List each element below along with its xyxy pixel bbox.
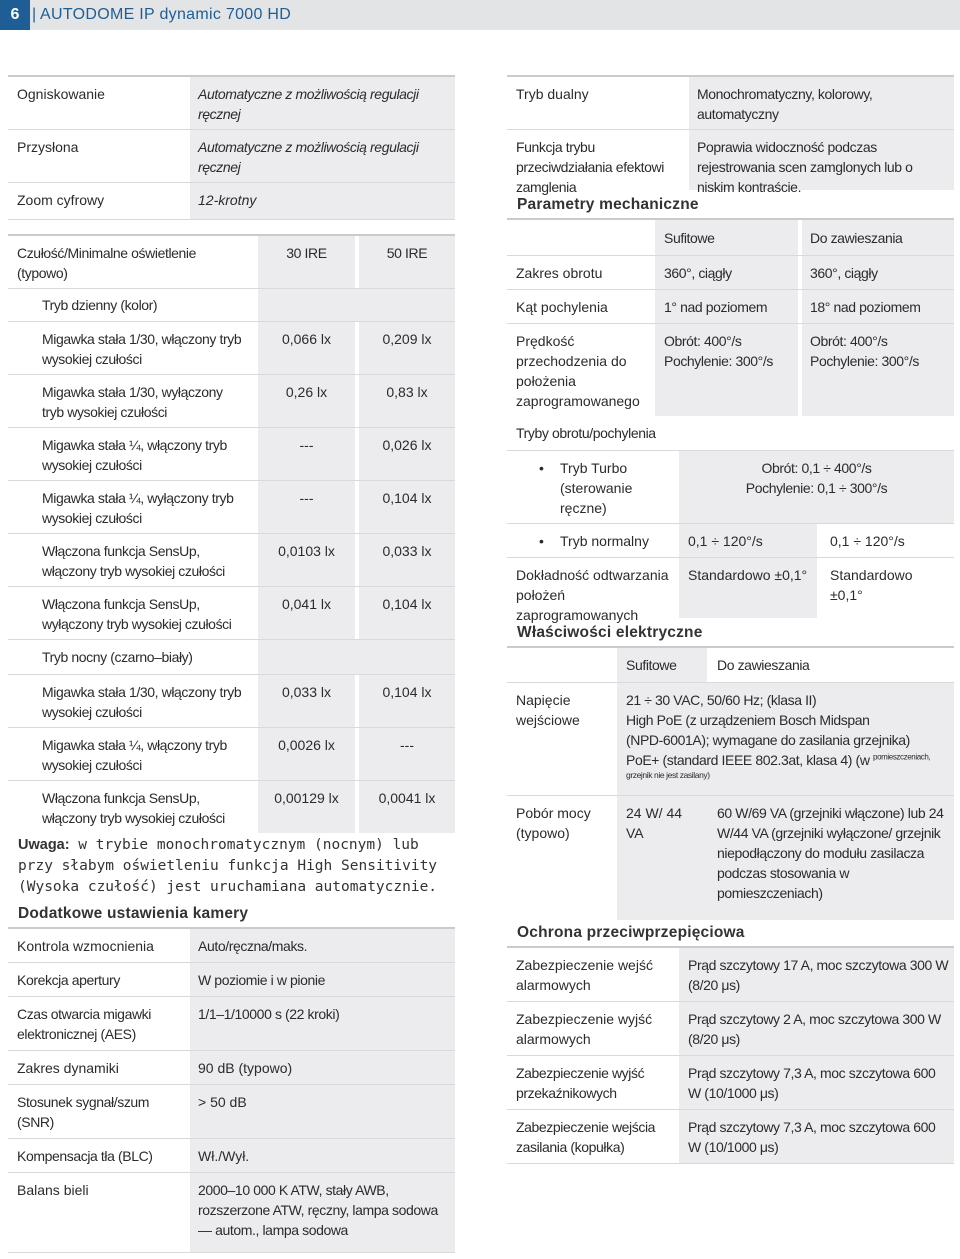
column-header-ceiling: Sufitowe xyxy=(664,230,715,246)
spec-value: 12-krotny xyxy=(198,192,257,208)
spec-label: Przysłona xyxy=(17,139,79,155)
turbo-pan-value: Obrót: 0,1 ÷ 400°/s xyxy=(761,460,872,476)
camera-settings-title: Dodatkowe ustawienia kamery xyxy=(8,901,455,929)
spec-row xyxy=(507,1002,954,1056)
value-30-ire: 0,041 lx xyxy=(281,596,332,612)
table-row xyxy=(8,781,455,833)
document-title: AUTODOME IP dynamic 7000 HD xyxy=(40,6,292,23)
row-label: Migawka stała 1/30, włączony tryb wysokiej czułości xyxy=(42,684,242,720)
spec-row xyxy=(8,75,455,130)
spec-value: Prąd szczytowy 17 A, moc szczytowa 300 W (8/20 μs) xyxy=(688,957,949,993)
spec-value: Automatyczne z możliwością regulacji ręcznej xyxy=(198,139,419,175)
spec-label: Funkcja trybu przeciwdziałania efektowi zamglenia xyxy=(516,139,664,195)
spec-label: Zabezpieczenie wejść alarmowych xyxy=(516,957,653,993)
row-label: Włączona funkcja SensUp, włączony tryb wysokiej czułości xyxy=(42,790,225,826)
spec-row xyxy=(507,1110,954,1164)
value-30-ire: 0,0103 lx xyxy=(278,543,335,559)
value-50-ire: 0,83 lx xyxy=(386,384,428,400)
table-row xyxy=(507,324,954,416)
spec-label: Kontrola wzmocnienia xyxy=(17,938,154,954)
table-row xyxy=(8,534,455,587)
spec-row xyxy=(8,963,455,997)
row-label: Prędkość przechodzenia do położenia zaprogramowanego xyxy=(516,333,640,409)
spec-label: Balans bieli xyxy=(17,1182,89,1198)
voltage-label: Napięcie wejściowe xyxy=(516,692,580,728)
value-50-ire: 0,104 lx xyxy=(382,684,432,700)
sensitivity-label: Czułość/Minimalne oświetlenie (typowo) xyxy=(17,245,197,281)
spec-row xyxy=(507,948,954,1002)
sensitivity-header-row xyxy=(8,234,455,289)
value-50-ire: --- xyxy=(400,737,414,753)
column-header-50-ire: 50 IRE xyxy=(386,245,428,261)
table-row xyxy=(8,481,455,534)
value-30-ire: 0,26 lx xyxy=(285,384,328,400)
spec-row xyxy=(507,1056,954,1110)
table-row xyxy=(8,587,455,640)
spec-row xyxy=(8,183,455,220)
table-row xyxy=(507,416,954,451)
column-header-pendant: Do zawieszania xyxy=(810,230,903,246)
turbo-tilt-value: Pochylenie: 0,1 ÷ 300°/s xyxy=(745,480,888,496)
subsection-row xyxy=(8,289,455,322)
spec-label: Zakres dynamiki xyxy=(17,1060,119,1076)
value-ceiling: 1° nad poziomem xyxy=(664,299,768,315)
spec-row xyxy=(8,130,455,183)
right-column xyxy=(507,75,954,1164)
value-30-ire: 0,00129 lx xyxy=(274,790,339,806)
left-column xyxy=(8,75,455,1253)
bullet-icon: • xyxy=(539,533,544,549)
row-label: Zakres obrotu xyxy=(516,265,603,281)
value-50-ire: 0,104 lx xyxy=(382,490,432,506)
voltage-line: PoE+ (standard IEEE 802.3at, klasa 4) (w xyxy=(626,752,870,768)
spec-row xyxy=(8,1051,455,1085)
table-row xyxy=(8,428,455,481)
table-row xyxy=(8,675,455,728)
spec-label: Zoom cyfrowy xyxy=(17,192,105,208)
column-header-ceiling: Sufitowe xyxy=(626,657,677,673)
spec-value: Monochromatyczny, kolorowy, automatyczny xyxy=(697,86,873,122)
day-mode-title: Tryb dzienny (kolor) xyxy=(42,297,158,313)
spec-label: Zabezpieczenie wyjść alarmowych xyxy=(516,1011,653,1047)
value-50-ire: 0,033 lx xyxy=(382,543,432,559)
electrical-title: Właściwości elektryczne xyxy=(507,620,954,648)
accuracy-value-pendant: Standardowo ±0,1° xyxy=(830,567,913,603)
spec-value: Prąd szczytowy 7,3 A, moc szczytowa 600 W (10/1000 μs) xyxy=(688,1065,936,1101)
page-number: 6 xyxy=(0,0,30,30)
note-text: w trybie monochromatycznym (nocnym) lub przy słabym oświetleniu funkcja High Sensitivity (Wysoka czułość) jest uruchamiana automatycznie. xyxy=(18,837,438,895)
pan-tilt-modes-label: Tryby obrotu/pochylenia xyxy=(516,425,656,441)
day-mode-rows xyxy=(8,322,455,640)
normal-mode-label: Tryb normalny xyxy=(560,533,649,549)
voltage-footnote: grzejnik nie jest zasilany) xyxy=(626,770,710,780)
spec-row xyxy=(8,1139,455,1173)
mechanical-title: Parametry mechaniczne xyxy=(507,192,954,220)
header-separator: | xyxy=(32,6,37,23)
value-30-ire: 0,066 lx xyxy=(281,331,332,347)
spec-value: 2000–10 000 K ATW, stały AWB, rozszerzone ATW, ręczny, lampa sodowa — autom., lampa sodowa xyxy=(198,1182,438,1238)
spec-label: Stosunek sygnał/szum (SNR) xyxy=(17,1094,150,1130)
value-30-ire: --- xyxy=(299,437,314,453)
table-row xyxy=(8,375,455,428)
spec-value: W poziomie i w pionie xyxy=(198,972,325,988)
spec-label: Kompensacja tła (BLC) xyxy=(17,1148,153,1164)
row-label: Migawka stała ¼, włączony tryb wysokiej czułości xyxy=(42,737,227,773)
value-pendant: 18° nad poziomem xyxy=(810,299,921,315)
power-label: Pobór mocy (typowo) xyxy=(516,805,591,841)
turbo-mode-label: Tryb Turbo (sterowanie ręczne) xyxy=(560,460,633,516)
value-50-ire: 0,209 lx xyxy=(382,331,432,347)
row-label: Migawka stała 1/30, wyłączony tryb wysokiej czułości xyxy=(42,384,223,420)
spec-label: Korekcja apertury xyxy=(17,972,120,988)
voltage-line: High PoE (z urządzeniem Bosch Midspan xyxy=(626,712,870,728)
bullet-icon: • xyxy=(539,460,544,476)
voltage-sup: pomieszczeniach, xyxy=(873,752,931,762)
spec-value: 1/1–1/10000 s (22 kroki) xyxy=(198,1006,340,1022)
spec-label: Ogniskowanie xyxy=(17,86,105,102)
normal-value-ceiling: 0,1 ÷ 120°/s xyxy=(688,533,763,549)
spec-label: Zabezpieczenie wyjść przekaźnikowych xyxy=(516,1065,645,1101)
row-label: Migawka stała ¼, wyłączony tryb wysokiej czułości xyxy=(42,490,234,526)
power-value-pendant: 60 W/69 VA (grzejniki włączone) lub 24 W/44 VA (grzejniki wyłączone/ grzejnik niepodłączony do modułu zasilacza podczas stosowania w pomieszczeniach) xyxy=(717,805,944,901)
table-row xyxy=(507,256,954,290)
spec-label: Czas otwarcia migawki elektronicznej (AES) xyxy=(17,1006,151,1042)
table-row xyxy=(8,728,455,781)
column-header-30-ire: 30 IRE xyxy=(286,245,327,261)
value-30-ire: 0,0026 lx xyxy=(278,737,335,753)
value-50-ire: 0,104 lx xyxy=(382,596,432,612)
page-header xyxy=(0,0,960,30)
spec-label: Tryb dualny xyxy=(516,86,589,102)
table-header-row xyxy=(507,648,954,683)
spec-value: Prąd szczytowy 2 A, moc szczytowa 300 W (8/20 μs) xyxy=(688,1011,941,1047)
row-label: Włączona funkcja SensUp, włączony tryb wysokiej czułości xyxy=(42,543,225,579)
voltage-line: 21 ÷ 30 VAC, 50/60 Hz; (klasa II) xyxy=(626,692,817,708)
column-header-pendant: Do zawieszania xyxy=(717,657,810,673)
note-label: Uwaga: xyxy=(18,837,70,853)
spec-value: Prąd szczytowy 7,3 A, moc szczytowa 600 W (10/1000 μs) xyxy=(688,1119,936,1155)
table-row xyxy=(8,322,455,375)
spec-value: Auto/ręczna/maks. xyxy=(198,938,308,954)
power-value-ceiling: 24 W/ 44 VA xyxy=(626,805,683,841)
night-mode-title: Tryb nocny (czarno–biały) xyxy=(42,649,193,665)
table-header-row xyxy=(507,220,954,256)
table-row xyxy=(507,796,954,930)
spec-row xyxy=(507,75,954,130)
spec-row xyxy=(8,1085,455,1139)
spec-value: 90 dB (typowo) xyxy=(198,1060,293,1076)
value-ceiling: Obrót: 400°/s Pochylenie: 300°/s xyxy=(664,333,773,369)
accuracy-label: Dokładność odtwarzania położeń zaprogramowanych xyxy=(516,567,669,623)
spec-row xyxy=(8,929,455,963)
night-mode-rows xyxy=(8,675,455,833)
voltage-value xyxy=(626,690,954,780)
value-pendant: Obrót: 400°/s Pochylenie: 300°/s xyxy=(810,333,919,369)
voltage-line: (NPD-6001A); wymagane do zasilania grzejnika) xyxy=(626,732,910,748)
spec-label: Zabezpieczenie wejścia zasilania (kopułka) xyxy=(516,1119,656,1155)
value-30-ire: 0,033 lx xyxy=(281,684,332,700)
row-label: Kąt pochylenia xyxy=(516,299,608,315)
table-row xyxy=(507,683,954,796)
spec-value: Wł./Wył. xyxy=(198,1148,250,1164)
surge-title: Ochrona przeciwprzepięciowa xyxy=(507,920,954,948)
row-label: Włączona funkcja SensUp, wyłączony tryb wysokiej czułości xyxy=(42,596,232,632)
row-label: Migawka stała ¼, włączony tryb wysokiej czułości xyxy=(42,437,227,473)
table-row xyxy=(507,524,954,558)
accuracy-value-ceiling: Standardowo ±0,1° xyxy=(688,567,808,583)
value-30-ire: --- xyxy=(299,490,314,506)
spec-value: > 50 dB xyxy=(198,1094,247,1110)
spec-row xyxy=(8,1173,455,1253)
spec-value: Automatyczne z możliwością regulacji ręcznej xyxy=(198,86,419,122)
table-row xyxy=(507,290,954,324)
value-pendant: 360°, ciągły xyxy=(810,265,878,281)
value-50-ire: 0,026 lx xyxy=(382,437,432,453)
value-ceiling: 360°, ciągły xyxy=(664,265,732,281)
normal-value-pendant: 0,1 ÷ 120°/s xyxy=(830,533,905,549)
table-row xyxy=(507,451,954,524)
value-50-ire: 0,0041 lx xyxy=(378,790,436,806)
subsection-row xyxy=(8,640,455,675)
note-paragraph xyxy=(8,833,455,897)
row-label: Migawka stała 1/30, włączony tryb wysokiej czułości xyxy=(42,331,242,367)
spec-row xyxy=(8,997,455,1051)
spec-value: Poprawia widoczność podczas rejestrowania scen zamglonych lub o niskim kontraście. xyxy=(697,139,913,195)
